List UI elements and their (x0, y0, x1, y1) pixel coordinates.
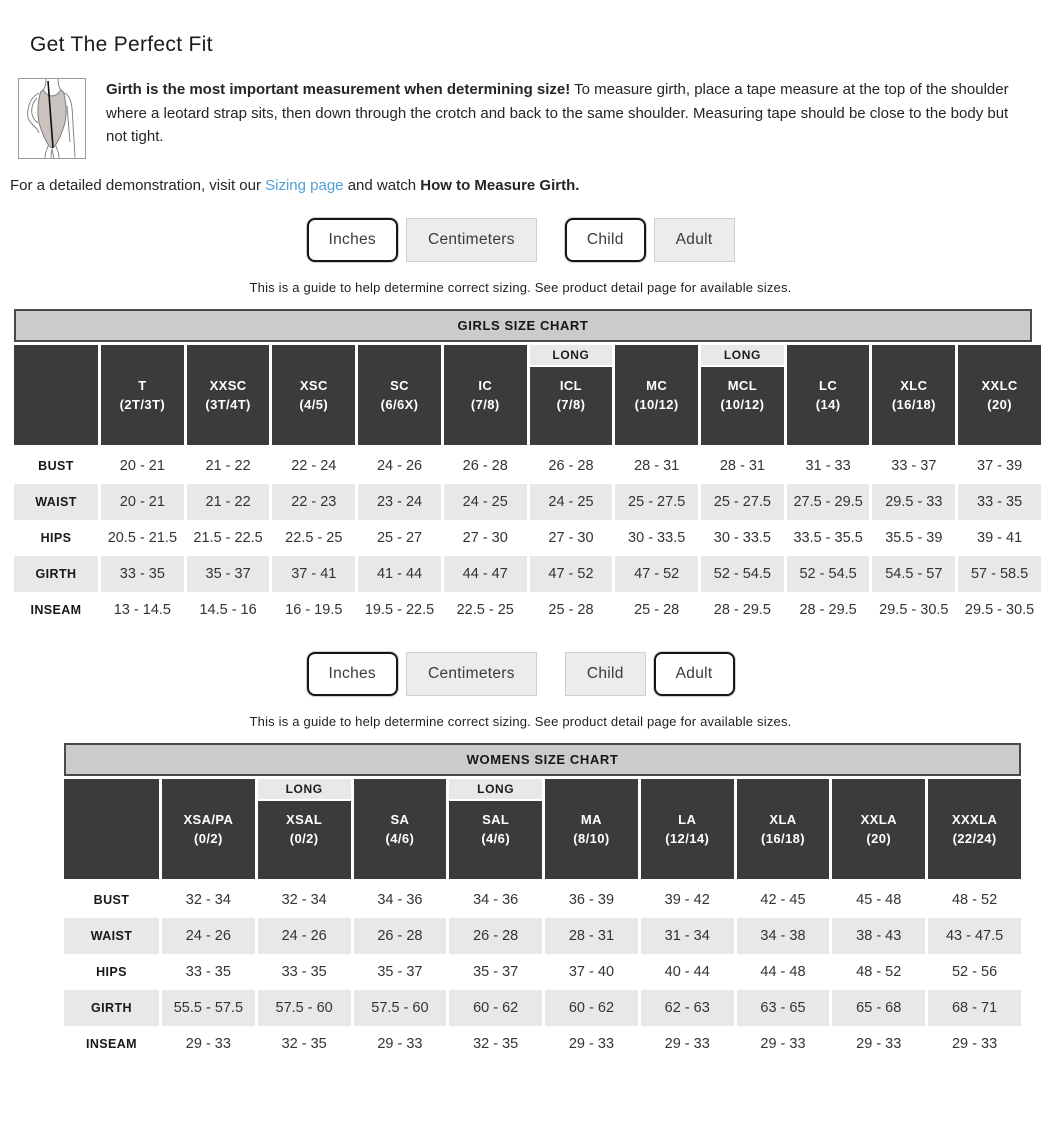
header-row (64, 779, 1021, 882)
size-name: SA (390, 811, 410, 827)
row-label: HIPS (96, 965, 127, 979)
size-cell: 48 - 52 (856, 964, 902, 980)
size-cell: 39 - 42 (664, 892, 710, 908)
size-range: (4/6) (481, 831, 511, 846)
size-cell: 33 - 35 (101, 556, 184, 592)
size-name: ICL (559, 377, 583, 393)
womens-toggle-centimeters[interactable]: Centimeters (406, 652, 537, 696)
size-cell: 34 - 36 (377, 892, 423, 908)
size-cell: 34 - 38 (737, 918, 830, 954)
girls-toggle-centimeters[interactable]: Centimeters (406, 218, 537, 262)
size-cell: 33 - 35 (281, 964, 327, 980)
col-header-la (641, 779, 734, 882)
demo-video-title: How to Measure Girth. (420, 177, 580, 194)
col-header-xxxla (928, 779, 1021, 882)
size-cell: 31 - 33 (805, 458, 851, 474)
col-header-xlc (872, 345, 955, 448)
long-badge: LONG (449, 779, 542, 801)
col-header-sal (449, 779, 542, 882)
row-label: INSEAM (85, 1037, 137, 1051)
size-range: (4/6) (385, 831, 415, 846)
size-cell: 29.5 - 30.5 (964, 602, 1035, 618)
col-header-xsc (272, 345, 355, 448)
size-cell: 29.5 - 33 (872, 484, 955, 520)
size-cell: 28 - 31 (545, 918, 638, 954)
size-cell: 28 - 29.5 (713, 602, 772, 618)
size-cell: 47 - 52 (615, 556, 698, 592)
size-range: (2T/3T) (119, 397, 166, 412)
measurement-row-waist (64, 918, 1021, 954)
size-cell: 35 - 37 (473, 964, 519, 980)
size-cell: 33 - 35 (958, 484, 1041, 520)
size-cell: 44 - 47 (444, 556, 527, 592)
row-label: HIPS (40, 531, 72, 545)
col-header-xxlc (958, 345, 1041, 448)
size-cell: 29.5 - 30.5 (879, 602, 949, 618)
row-label: GIRTH (64, 990, 159, 1026)
size-name: XSA/PA (183, 811, 234, 827)
demo-middle: and watch (343, 177, 421, 194)
size-name: XXSC (209, 377, 247, 393)
col-header-xxsc (187, 345, 270, 448)
size-name: MCL (727, 377, 758, 393)
col-header-xla (737, 779, 830, 882)
col-header-ma (545, 779, 638, 882)
size-name: MA (580, 811, 602, 827)
size-cell: 26 - 28 (462, 458, 508, 474)
size-cell: 24 - 26 (162, 918, 255, 954)
col-header-sa (354, 779, 447, 882)
size-cell: 14.5 - 16 (199, 602, 257, 618)
col-header-mc (615, 345, 698, 448)
page-title: Get The Perfect Fit (30, 33, 213, 56)
size-cell: 35 - 37 (187, 556, 270, 592)
size-cell: 35.5 - 39 (885, 530, 943, 546)
row-label: BUST (38, 459, 74, 473)
header-row (14, 345, 1041, 448)
size-cell: 68 - 71 (928, 990, 1021, 1026)
girth-description-rest: To measure girth, place a tape measure at the top of the shoulder where a leotard strap sits, then down through the crotch and back to the same shoulder. Measuring tape should be close to the body but not tight. (106, 81, 1009, 146)
size-cell: 45 - 48 (856, 892, 902, 908)
size-name: XLA (769, 811, 797, 827)
bottom-spacer (0, 1062, 1041, 1076)
size-cell: 40 - 44 (664, 964, 710, 980)
size-cell: 29 - 33 (185, 1036, 231, 1052)
size-cell: 25 - 28 (548, 602, 594, 618)
size-cell: 65 - 68 (832, 990, 925, 1026)
size-cell: 54.5 - 57 (872, 556, 955, 592)
womens-chart-table (61, 779, 1024, 1062)
size-cell: 37 - 41 (272, 556, 355, 592)
col-header-ic (444, 345, 527, 448)
size-cell: 47 - 52 (530, 556, 613, 592)
size-cell: 41 - 44 (358, 556, 441, 592)
col-header-sc (358, 345, 441, 448)
womens-chart-toggles (0, 652, 1041, 696)
demo-line (10, 177, 1041, 194)
size-cell: 48 - 52 (951, 892, 998, 908)
size-cell: 43 - 47.5 (928, 918, 1021, 954)
size-cell: 21 - 22 (187, 484, 270, 520)
size-cell: 24 - 25 (444, 484, 527, 520)
size-cell: 60 - 62 (545, 990, 638, 1026)
size-cell: 25 - 28 (634, 602, 680, 618)
size-cell: 33 - 37 (891, 458, 937, 474)
size-cell: 57.5 - 60 (258, 990, 351, 1026)
size-cell: 29 - 33 (377, 1036, 423, 1052)
size-name: T (138, 377, 147, 393)
size-cell: 60 - 62 (449, 990, 542, 1026)
col-header-icl (530, 345, 613, 448)
size-cell: 19.5 - 22.5 (364, 602, 435, 618)
size-cell: 21.5 - 22.5 (193, 530, 263, 546)
size-cell: 29 - 33 (760, 1036, 806, 1052)
womens-size-chart (64, 743, 1021, 1062)
girls-size-chart (14, 309, 1041, 628)
size-cell: 22.5 - 25 (285, 530, 343, 546)
sizing-note-girls: This is a guide to help determine correct sizing. See product detail page for available sizes. (249, 280, 792, 295)
col-header-mcl (701, 345, 784, 448)
size-cell: 30 - 33.5 (713, 530, 772, 546)
size-name: XSC (299, 377, 328, 393)
size-cell: 35 - 37 (377, 964, 423, 980)
measurement-row-hips (64, 954, 1021, 990)
size-cell: 28 - 31 (719, 458, 765, 474)
size-cell: 29 - 33 (568, 1036, 615, 1052)
size-name: LC (819, 377, 838, 393)
size-range: (20) (987, 397, 1012, 412)
measurement-row-bust (14, 448, 1041, 484)
size-range: (4/5) (299, 397, 329, 412)
size-cell: 16 - 19.5 (285, 602, 343, 618)
size-cell: 26 - 28 (548, 458, 594, 474)
size-cell: 31 - 34 (641, 918, 734, 954)
girls-toggle-adult[interactable]: Adult (654, 218, 735, 262)
sizing-note-womens: This is a guide to help determine correct sizing. See product detail page for available sizes. (249, 714, 792, 729)
size-range: (16/18) (891, 397, 936, 412)
leotard-illustration (18, 78, 86, 159)
col-header-lc (787, 345, 870, 448)
row-label: GIRTH (14, 556, 98, 592)
size-cell: 29 - 33 (664, 1036, 710, 1052)
size-cell: 29 - 33 (856, 1036, 902, 1052)
size-cell: 32 - 35 (473, 1036, 519, 1052)
size-cell: 29 - 33 (951, 1036, 998, 1052)
size-cell: 62 - 63 (641, 990, 734, 1026)
size-cell: 36 - 39 (568, 892, 615, 908)
size-cell: 57.5 - 60 (354, 990, 447, 1026)
size-cell: 25 - 27.5 (701, 484, 784, 520)
girth-description-bold: Girth is the most important measurement when determining size! (106, 81, 571, 98)
size-range: (14) (815, 397, 841, 412)
size-name: SC (390, 377, 409, 393)
row-label: WAIST (64, 918, 159, 954)
size-cell: 25 - 27 (376, 530, 423, 546)
col-header-xsal (258, 779, 351, 882)
size-name: LA (678, 811, 697, 827)
size-cell: 52 - 54.5 (787, 556, 870, 592)
size-range: (10/12) (720, 397, 765, 412)
size-name: SAL (482, 811, 510, 827)
size-range: (10/12) (634, 397, 679, 412)
size-name: XSAL (286, 811, 323, 827)
sizing-page-link[interactable]: Sizing page (265, 177, 344, 194)
size-range: (6/6X) (380, 397, 419, 412)
size-range: (0/2) (289, 831, 319, 846)
long-badge: LONG (258, 779, 351, 801)
size-cell: 37 - 40 (568, 964, 615, 980)
size-cell: 30 - 33.5 (628, 530, 686, 546)
size-cell: 13 - 14.5 (113, 602, 171, 618)
long-badge: LONG (530, 345, 613, 367)
corner-cell (64, 779, 159, 882)
measurement-row-waist (14, 484, 1041, 520)
size-range: (3T/4T) (205, 397, 251, 412)
size-cell: 22 - 23 (272, 484, 355, 520)
womens-toggle-inches[interactable]: Inches (307, 652, 398, 696)
size-cell: 32 - 34 (185, 892, 231, 908)
size-cell: 22.5 - 25 (456, 602, 514, 618)
size-cell: 27 - 30 (548, 530, 594, 546)
size-name: XXLA (860, 811, 897, 827)
long-badge: LONG (701, 345, 784, 367)
size-cell: 28 - 29.5 (799, 602, 857, 618)
girls-chart-title: GIRLS SIZE CHART (14, 309, 1032, 342)
measurement-row-girth (64, 990, 1021, 1026)
measurement-row-inseam (14, 592, 1041, 628)
size-cell: 52 - 54.5 (701, 556, 784, 592)
size-name: IC (478, 377, 493, 393)
size-range: (8/10) (573, 831, 610, 846)
womens-toggle-adult[interactable]: Adult (654, 652, 735, 696)
size-cell: 21 - 22 (205, 458, 251, 474)
size-range: (20) (866, 831, 892, 846)
size-cell: 52 - 56 (951, 964, 998, 980)
size-range: (22/24) (952, 831, 997, 846)
leotard-girth-icon (19, 79, 85, 158)
size-cell: 34 - 36 (473, 892, 519, 908)
col-header-t (101, 345, 184, 448)
girls-toggle-child[interactable]: Child (565, 218, 646, 262)
corner-cell (14, 345, 98, 448)
col-header-xsa-pa (162, 779, 255, 882)
col-header-xxla (832, 779, 925, 882)
size-cell: 57 - 58.5 (958, 556, 1041, 592)
size-cell: 33 - 35 (185, 964, 231, 980)
girls-chart-table (11, 345, 1041, 628)
girls-toggle-inches[interactable]: Inches (307, 218, 398, 262)
size-range: (7/8) (556, 397, 586, 412)
size-cell: 20 - 21 (101, 484, 184, 520)
size-name: XLC (900, 377, 928, 393)
size-cell: 24 - 26 (258, 918, 351, 954)
size-guide-page (0, 33, 1041, 1145)
womens-toggle-child[interactable]: Child (565, 652, 646, 696)
size-cell: 27.5 - 29.5 (787, 484, 870, 520)
girls-chart-toggles (0, 218, 1041, 262)
girth-info-section (18, 78, 1025, 159)
demo-prefix: For a detailed demonstration, visit our (10, 177, 266, 194)
size-cell: 63 - 65 (737, 990, 830, 1026)
row-label: INSEAM (30, 603, 82, 617)
size-cell: 20 - 21 (119, 458, 165, 474)
size-cell: 25 - 27.5 (615, 484, 698, 520)
size-range: (16/18) (760, 831, 805, 846)
measurement-row-hips (14, 520, 1041, 556)
size-cell: 23 - 24 (358, 484, 441, 520)
size-cell: 32 - 34 (281, 892, 327, 908)
size-name: XXLC (981, 377, 1018, 393)
girth-description (106, 78, 1025, 159)
size-cell: 24 - 25 (530, 484, 613, 520)
size-cell: 24 - 26 (376, 458, 423, 474)
size-cell: 22 - 24 (291, 458, 337, 474)
size-range: (12/14) (665, 831, 710, 846)
measurement-row-bust (64, 882, 1021, 918)
size-cell: 37 - 39 (977, 458, 1023, 474)
size-cell: 26 - 28 (449, 918, 542, 954)
measurement-row-girth (14, 556, 1041, 592)
size-cell: 28 - 31 (634, 458, 680, 474)
size-cell: 39 - 41 (977, 530, 1023, 546)
size-cell: 33.5 - 35.5 (793, 530, 863, 546)
row-label: BUST (93, 893, 130, 907)
size-cell: 26 - 28 (354, 918, 447, 954)
size-cell: 55.5 - 57.5 (162, 990, 255, 1026)
size-cell: 42 - 45 (760, 892, 806, 908)
size-name: MC (646, 377, 668, 393)
size-cell: 38 - 43 (832, 918, 925, 954)
size-cell: 20.5 - 21.5 (107, 530, 178, 546)
womens-chart-title: WOMENS SIZE CHART (64, 743, 1021, 776)
size-range: (7/8) (470, 397, 500, 412)
row-label: WAIST (14, 484, 98, 520)
size-range: (0/2) (194, 831, 223, 846)
size-cell: 32 - 35 (281, 1036, 327, 1052)
size-cell: 27 - 30 (462, 530, 508, 546)
size-cell: 44 - 48 (760, 964, 806, 980)
size-name: XXXLA (951, 811, 998, 827)
measurement-row-inseam (64, 1026, 1021, 1062)
